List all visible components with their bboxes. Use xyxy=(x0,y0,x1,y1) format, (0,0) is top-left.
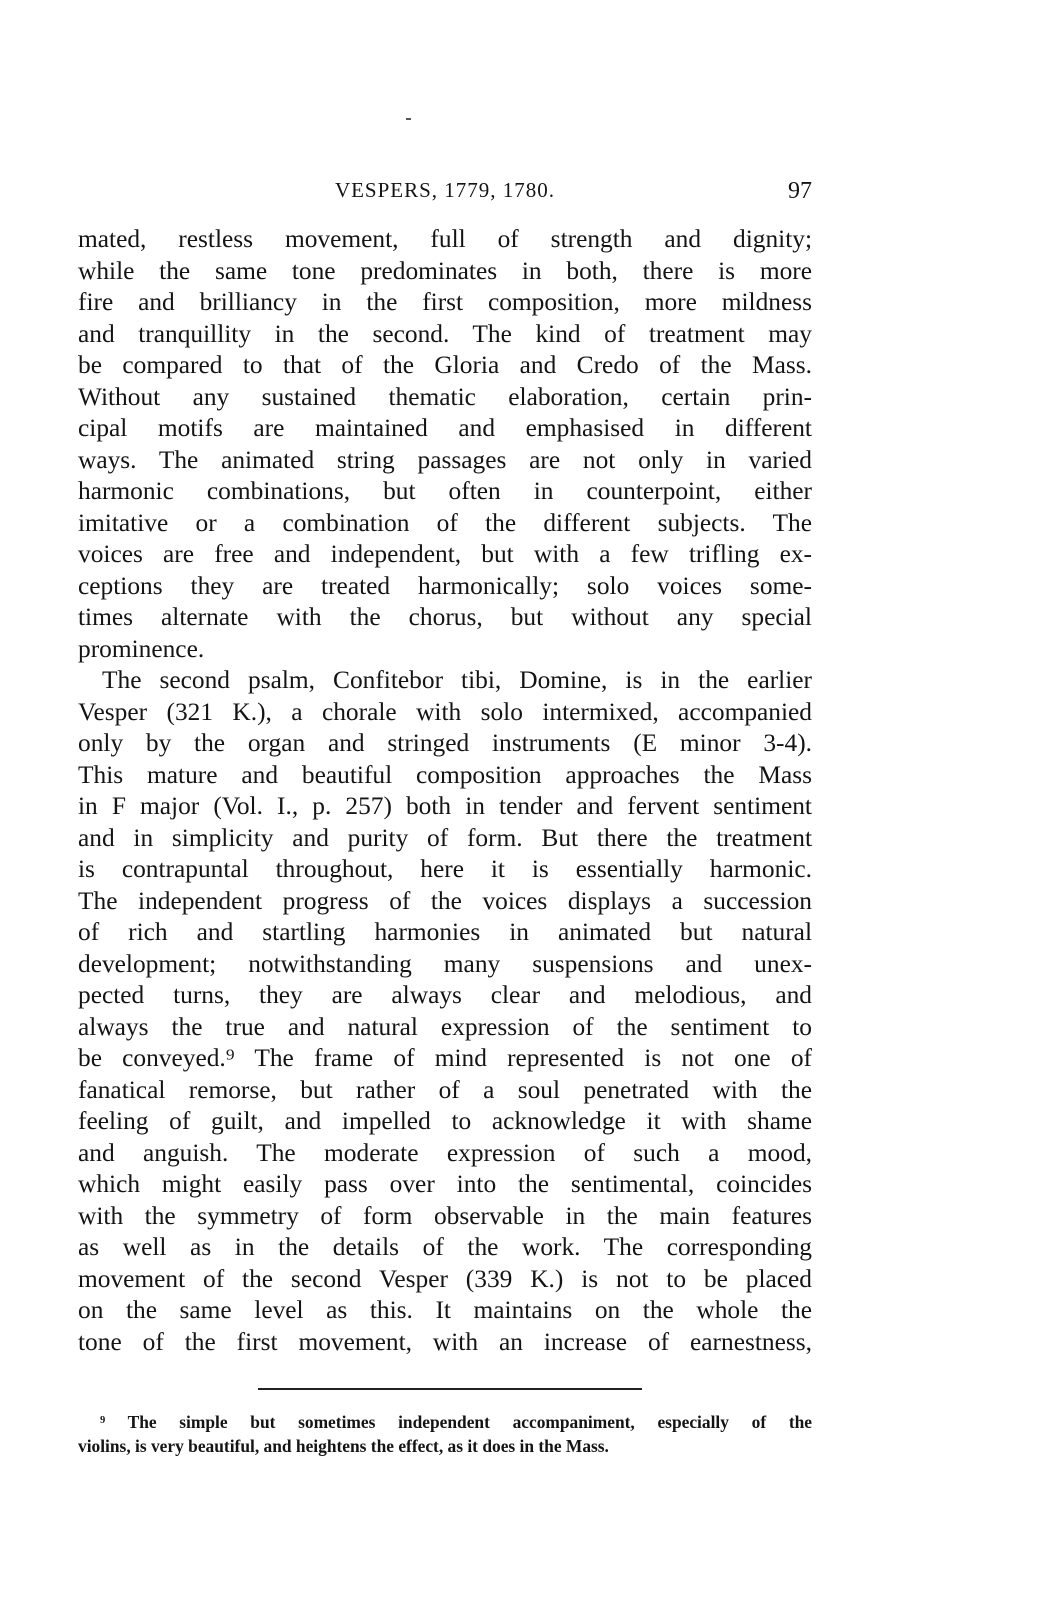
text-line: imitative or a combination of the different subjects. The xyxy=(78,508,812,537)
text-line: The independent progress of the voices displays a succession xyxy=(78,886,812,915)
text-line: times alternate with the chorus, but without any special xyxy=(78,603,812,631)
text-line: movement of the second Vesper (339 K.) is not to be placed xyxy=(78,1264,812,1293)
text-line: fanatical remorse, but rather of a soul penetrated with the xyxy=(78,1075,812,1104)
text-line: cipal motifs are maintained and emphasised in different xyxy=(78,414,812,442)
text-line: and anguish. The moderate expression of such a mood, xyxy=(78,1138,812,1167)
text-line: on the same level as this. It maintains on the whole the xyxy=(78,1296,812,1324)
text-line: fire and brilliancy in the first composition, more mildness xyxy=(78,288,812,316)
footnote-line: ⁹ The simple but sometimes independent accompaniment, especially of the xyxy=(100,1412,812,1432)
text-line: be conveyed.⁹ The frame of mind represented is not one of xyxy=(78,1044,812,1072)
body-text xyxy=(78,224,812,1358)
text-line: Vesper (321 K.), a chorale with solo intermixed, accompanied xyxy=(78,697,812,726)
text-line: voices are free and independent, but with a few trifling ex- xyxy=(78,540,812,568)
text-line: prominence. xyxy=(78,634,205,663)
text-line: ways. The animated string passages are not only in varied xyxy=(78,445,812,474)
text-line: while the same tone predominates in both, there is more xyxy=(78,256,812,285)
text-line: be compared to that of the Gloria and Credo of the Mass. xyxy=(78,351,812,379)
text-line: mated, restless movement, full of strength and dignity; xyxy=(78,225,812,253)
text-line: ceptions they are treated harmonically; solo voices some- xyxy=(78,571,812,600)
text-line: in F major (Vol. I., p. 257) both in tender and fervent sentiment xyxy=(78,792,812,820)
text-line: which might easily pass over into the sentimental, coincides xyxy=(78,1170,812,1198)
text-line: of rich and startling harmonies in animated but natural xyxy=(78,918,812,946)
footnote-line: violins, is very beautiful, and heightens the effect, as it does in the Mass. xyxy=(78,1436,609,1456)
text-line: Without any sustained thematic elaboration, certain prin- xyxy=(78,382,812,411)
text-line: tone of the first movement, with an increase of earnestness, xyxy=(78,1327,812,1356)
footnote-divider xyxy=(258,1388,642,1390)
text-line: always the true and natural expression of the sentiment to xyxy=(78,1012,812,1041)
running-title: VESPERS, 1779, 1780. xyxy=(334,178,556,202)
page-number: 97 xyxy=(788,178,812,204)
text-line: pected turns, they are always clear and melodious, and xyxy=(78,981,812,1009)
footnotes xyxy=(78,1410,812,1458)
text-line: as well as in the details of the work. The corresponding xyxy=(78,1233,812,1261)
text-line: harmonic combinations, but often in counterpoint, either xyxy=(78,477,812,505)
text-line: only by the organ and stringed instruments (E minor 3-4). xyxy=(78,729,812,757)
text-line: development; notwithstanding many suspensions and unex- xyxy=(78,949,812,978)
paragraph-start-line: The second psalm, Confitebor tibi, Domine, is in the earlier xyxy=(102,666,812,694)
text-line: with the symmetry of form observable in the main features xyxy=(78,1201,812,1230)
text-line: feeling of guilt, and impelled to acknowledge it with shame xyxy=(78,1107,812,1135)
text-line: This mature and beautiful composition approaches the Mass xyxy=(78,760,812,789)
text-line: is contrapuntal throughout, here it is essentially harmonic. xyxy=(78,855,812,883)
text-line: and in simplicity and purity of form. But there the treatment xyxy=(78,823,812,852)
text-line: and tranquillity in the second. The kind of treatment may xyxy=(78,319,812,348)
book-page xyxy=(78,178,812,1456)
running-head xyxy=(78,178,812,224)
page-speck xyxy=(406,118,411,120)
